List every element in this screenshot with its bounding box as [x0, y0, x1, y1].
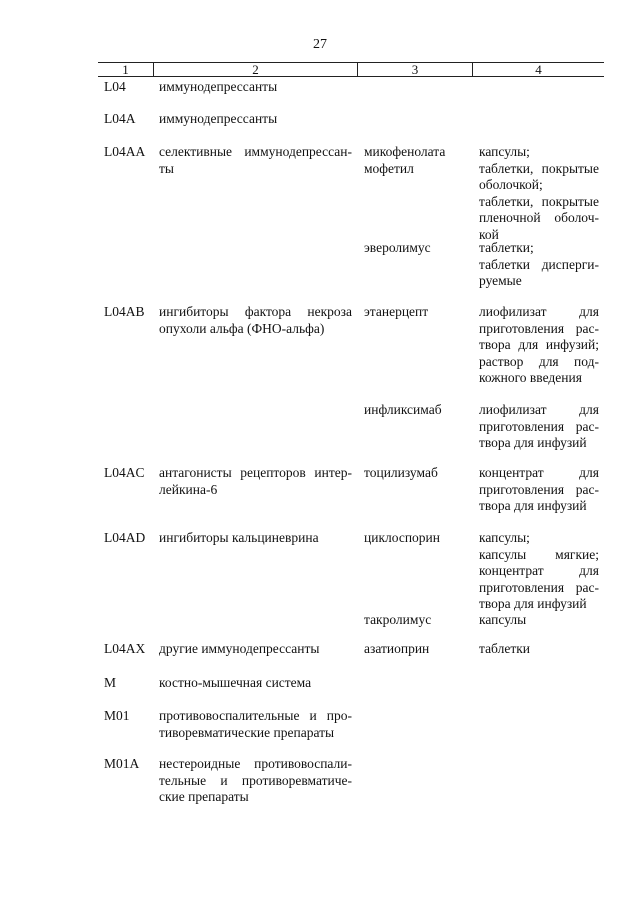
- text-line: концентрат для: [479, 563, 599, 578]
- text-line: капсулы;: [479, 530, 530, 545]
- atc-code: M: [104, 675, 117, 690]
- text-line: кой: [479, 226, 499, 242]
- text-line: капсулы: [479, 612, 527, 627]
- group-name: [159, 530, 352, 547]
- text-line: эверолимус: [364, 240, 431, 255]
- drug-name: [364, 465, 470, 482]
- dosage-forms: [479, 465, 599, 515]
- dosage-forms: [479, 304, 599, 387]
- column-header: 4: [535, 62, 542, 77]
- text-line: твора для инфузий: [479, 435, 587, 450]
- atc-code: L04AD: [104, 530, 146, 545]
- text-line: опухоли альфа (ФНО-альфа): [159, 320, 325, 336]
- text-line: приготовления рас-: [479, 418, 599, 434]
- text-line: тоцилизумаб: [364, 465, 438, 480]
- text-line: такролимус: [364, 612, 432, 627]
- text-line: азатиоприн: [364, 641, 430, 656]
- group-name: [159, 756, 352, 806]
- atc-code: L04: [104, 79, 126, 94]
- text-line: иммунодепрессанты: [159, 79, 278, 94]
- text-line: кожного введения: [479, 370, 582, 385]
- text-line: лейкина-6: [159, 481, 218, 497]
- column-header: 2: [154, 63, 358, 76]
- text-line: селективные иммунодепрессан-: [159, 144, 352, 159]
- atc-code: L04AX: [104, 641, 146, 656]
- text-line: капсулы;: [479, 144, 530, 159]
- drug-name: [364, 144, 470, 177]
- text-line: пленочной оболоч-: [479, 210, 599, 225]
- atc-code: M01A: [104, 756, 140, 771]
- column-header: 3: [358, 63, 473, 76]
- text-line: твора для инфузий: [479, 596, 587, 611]
- text-line: приготовления рас-: [479, 320, 599, 336]
- text-line: ские препараты: [159, 789, 249, 804]
- group-name: [159, 708, 352, 741]
- text-line: этанерцепт: [364, 304, 429, 319]
- atc-code: L04AA: [104, 144, 146, 159]
- text-line: твора для инфузий: [479, 498, 587, 513]
- text-line: нестероидные противовоспали-: [159, 756, 352, 771]
- dosage-forms: [479, 530, 599, 613]
- page-number: 27: [313, 37, 327, 52]
- drug-name: [364, 304, 470, 321]
- group-name: [159, 641, 352, 658]
- dosage-forms: [479, 641, 599, 658]
- atc-code: L04A: [104, 111, 136, 126]
- text-line: таблетки;: [479, 240, 534, 255]
- atc-code: L04AC: [104, 465, 145, 480]
- group-name: [159, 465, 352, 498]
- text-line: таблетки, покрытые: [479, 193, 599, 209]
- text-line: иммунодепрессанты: [159, 111, 278, 126]
- text-line: руемые: [479, 273, 522, 288]
- text-line: лиофилизат для: [479, 402, 599, 417]
- text-line: мофетил: [364, 160, 414, 176]
- text-line: приготовления рас-: [479, 579, 599, 595]
- column-header: 1: [98, 63, 154, 76]
- text-line: инфликсимаб: [364, 402, 442, 417]
- text-line: ты: [159, 160, 174, 176]
- text-line: таблетки, покрытые: [479, 160, 599, 176]
- text-line: твора для инфузий;: [479, 337, 599, 352]
- drug-name: [364, 641, 470, 658]
- text-line: концентрат для: [479, 465, 599, 480]
- text-line: лиофилизат для: [479, 304, 599, 319]
- text-line: микофенолата: [364, 144, 446, 159]
- dosage-forms: [479, 612, 599, 629]
- text-line: приготовления рас-: [479, 481, 599, 497]
- dosage-forms: [479, 240, 599, 290]
- text-line: таблетки: [479, 641, 531, 656]
- text-line: антагонисты рецепторов интер-: [159, 465, 352, 480]
- group-name: [159, 144, 352, 177]
- dosage-forms: [479, 402, 599, 452]
- text-line: ингибиторы фактора некроза: [159, 304, 352, 319]
- text-line: таблетки дисперги-: [479, 256, 599, 272]
- text-line: противовоспалительные и про-: [159, 708, 352, 723]
- atc-code: L04AB: [104, 304, 145, 319]
- group-name: [159, 675, 352, 692]
- text-line: раствор для под-: [479, 353, 599, 369]
- drug-name: [364, 530, 470, 547]
- text-line: циклоспорин: [364, 530, 440, 545]
- drug-name: [364, 402, 470, 419]
- drug-name: [364, 240, 470, 257]
- group-name: [159, 111, 352, 128]
- text-line: капсулы мягкие;: [479, 546, 599, 562]
- table-header: [98, 62, 604, 77]
- text-line: тиворевматические препараты: [159, 724, 335, 740]
- atc-code: M01: [104, 708, 130, 723]
- text-line: другие иммунодепрессанты: [159, 641, 320, 656]
- text-line: ингибиторы кальциневрина: [159, 530, 319, 545]
- group-name: [159, 304, 352, 337]
- text-line: тельные и противоревматиче-: [159, 772, 352, 788]
- text-line: костно-мышечная система: [159, 675, 312, 690]
- drug-name: [364, 612, 470, 629]
- text-line: оболочкой;: [479, 177, 543, 192]
- group-name: [159, 79, 352, 96]
- dosage-forms: [479, 144, 599, 243]
